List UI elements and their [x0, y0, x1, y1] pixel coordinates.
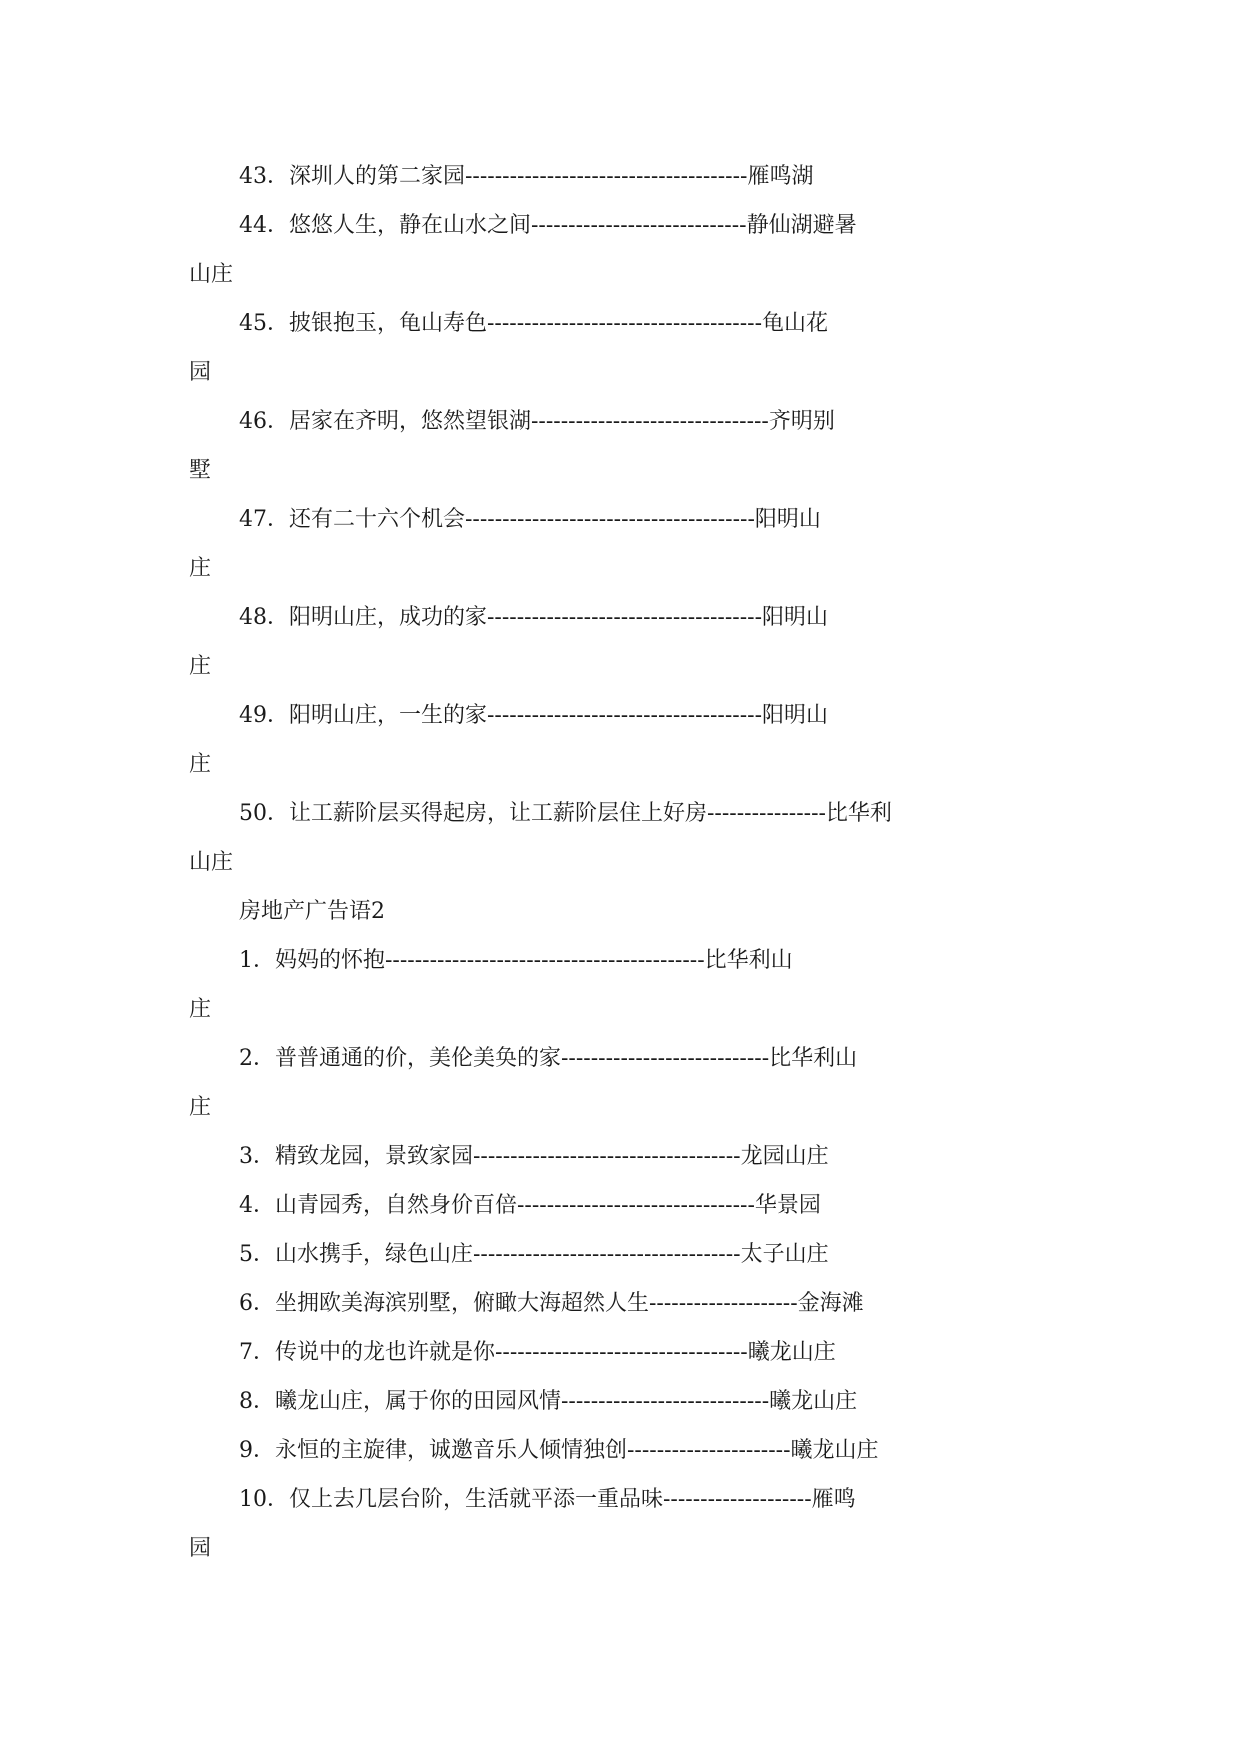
text-line-continuation: 庄	[189, 556, 212, 581]
text-line-continuation: 山庄	[189, 262, 234, 287]
text-line: 47．还有二十六个机会---------------------------------------阳明山	[239, 507, 821, 532]
text-line-continuation: 庄	[189, 654, 212, 679]
text-line: 49．阳明山庄，一生的家-------------------------------------阳明山	[239, 703, 829, 728]
text-line: 4．山青园秀，自然身价百倍--------------------------------华景园	[239, 1193, 821, 1218]
text-line-continuation: 园	[189, 360, 212, 385]
text-line: 44．悠悠人生，静在山水之间-----------------------------静仙湖避暑	[239, 213, 857, 238]
text-line-continuation: 庄	[189, 1095, 212, 1120]
text-line: 6．坐拥欧美海滨别墅，俯瞰大海超然人生--------------------金海滩	[239, 1291, 864, 1316]
text-line: 46．居家在齐明，悠然望银湖--------------------------------齐明别	[239, 409, 835, 434]
text-line-continuation: 园	[189, 1536, 212, 1561]
text-line: 3．精致龙园，景致家园------------------------------------龙园山庄	[239, 1144, 829, 1169]
text-line: 7．传说中的龙也许就是你----------------------------------曦龙山庄	[239, 1340, 836, 1365]
document-body	[189, 152, 1049, 1573]
text-line: 45．披银抱玉，龟山寿色-------------------------------------龟山花	[239, 311, 829, 336]
text-line: 10．仅上去几层台阶，生活就平添一重品味--------------------雁鸣	[239, 1487, 856, 1512]
text-line: 1．妈妈的怀抱-------------------------------------------比华利山	[239, 948, 793, 973]
text-line: 5．山水携手，绿色山庄------------------------------------太子山庄	[239, 1242, 829, 1267]
text-line: 房地产广告语2	[239, 899, 385, 924]
text-line: 2．普普通通的价，美伦美奂的家----------------------------比华利山	[239, 1046, 858, 1071]
text-line-continuation: 庄	[189, 752, 212, 777]
text-line: 50．让工薪阶层买得起房，让工薪阶层住上好房----------------比华利	[239, 801, 892, 826]
text-line: 43．深圳人的第二家园--------------------------------------雁鸣湖	[239, 164, 814, 189]
text-line-continuation: 庄	[189, 997, 212, 1022]
text-line-continuation: 山庄	[189, 850, 234, 875]
text-line: 48．阳明山庄，成功的家-------------------------------------阳明山	[239, 605, 829, 630]
text-line: 9．永恒的主旋律，诚邀音乐人倾情独创----------------------曦龙山庄	[239, 1438, 879, 1463]
text-line: 8．曦龙山庄，属于你的田园风情----------------------------曦龙山庄	[239, 1389, 858, 1414]
text-line-continuation: 墅	[189, 458, 212, 483]
